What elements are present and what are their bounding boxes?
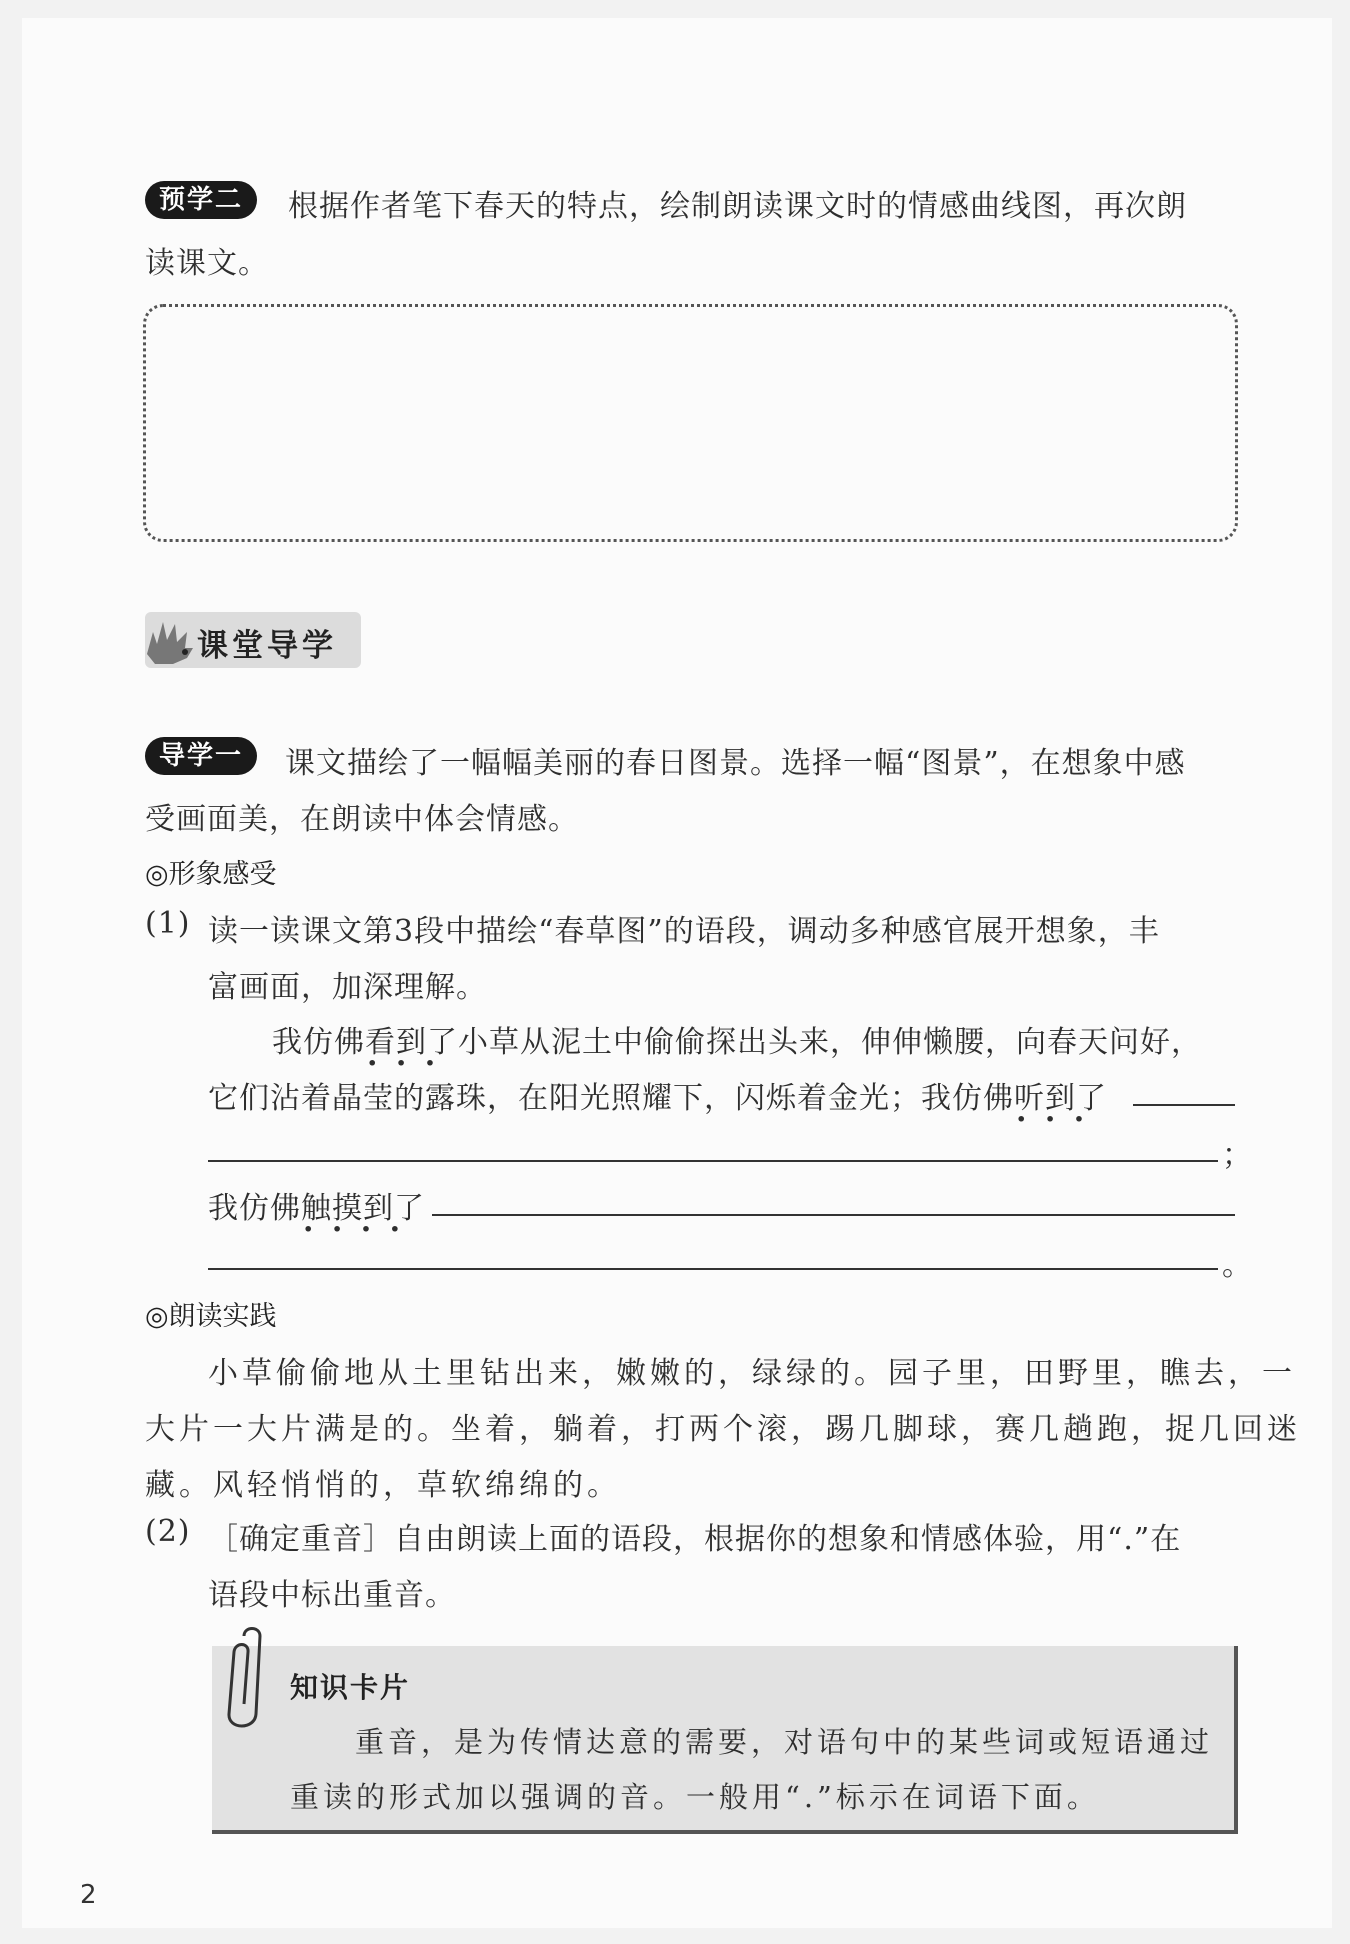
emphasis-heard: 听到了 · · · [1014,1073,1107,1117]
guide-1-badge: 导学一 [145,737,257,775]
question-1-line-1: 读一读课文第3段中描绘“春草图”的语段，调动多种感官展开想象，丰 [208,914,1160,949]
example-pre: 我仿佛 [272,1025,365,1060]
guide-1-line-1: 课文描绘了一幅幅美丽的春日图景。选择一幅“图景”，在想象中感 [285,746,1186,781]
section-tag [145,612,361,668]
answer-line-touch-2[interactable] [208,1268,1218,1270]
paperclip-icon [214,1622,274,1734]
question-2-line-2: 语段中标出重音。 [208,1578,456,1613]
emotion-curve-drawing-area[interactable] [143,304,1238,542]
emphasis-saw: 看到了 · · · [365,1017,458,1061]
question-2-line-1: ［确定重音］自由朗读上面的语段，根据你的想象和情感体验，用“.”在 [208,1522,1182,1557]
prestudy-2-badge: 预学二 [145,181,257,219]
answer-line-touch-1[interactable] [432,1214,1235,1216]
semicolon: ； [1222,1138,1253,1173]
knowledge-card-title: 知识卡片 [290,1671,411,1704]
page-number: 2 [80,1880,97,1910]
practice-line-3: 藏。风轻悄悄的，草软绵绵的。 [145,1468,621,1503]
question-2-number: (2) [145,1514,191,1549]
knowledge-card-line-1: 重音，是为传情达意的需要，对语句中的某些词或短语通过 [355,1725,1214,1759]
example-line-1 [272,1017,1202,1061]
example2-pre: 它们沾着晶莹的露珠，在阳光照耀下，闪烁着金光；我仿佛 [208,1081,1014,1116]
subhead-image-feeling: ◎形象感受 [145,859,277,890]
section-title: 课堂导学 [197,628,337,664]
knowledge-card-line-2: 重读的形式加以强调的音。一般用“.”标示在词语下面。 [290,1780,1100,1814]
prestudy-2-line-2: 读课文。 [145,246,269,281]
answer-line-heard-2[interactable] [208,1160,1218,1162]
hedgehog-icon [143,614,195,668]
subhead-reading-practice: ◎朗读实践 [145,1301,277,1332]
practice-line-2: 大片一大片满是的。坐着，躺着，打两个滚，踢几脚球，赛几趟跑，捉几回迷 [145,1412,1301,1447]
example-post: 小草从泥土中偷偷探出头来，伸伸懒腰，向春天问好， [458,1025,1202,1060]
example-line-2 [208,1073,1107,1117]
touch-line [208,1183,425,1227]
prestudy-2-line-1: 根据作者笔下春天的特点，绘制朗读课文时的情感曲线图，再次朗 [288,189,1187,224]
question-1-line-2: 富画面，加深理解。 [208,970,487,1005]
emphasis-touched: 触摸到了 · · · · [301,1183,425,1227]
practice-line-1: 小草偷偷地从土里钻出来，嫩嫩的，绿绿的。园子里，田野里，瞧去，一 [208,1356,1296,1391]
touch-pre: 我仿佛 [208,1191,301,1226]
answer-line-heard-1[interactable] [1133,1104,1235,1106]
period-mark: 。 [1222,1248,1253,1283]
question-1-number: (1) [145,906,191,941]
guide-1-line-2: 受画面美，在朗读中体会情感。 [145,802,579,837]
